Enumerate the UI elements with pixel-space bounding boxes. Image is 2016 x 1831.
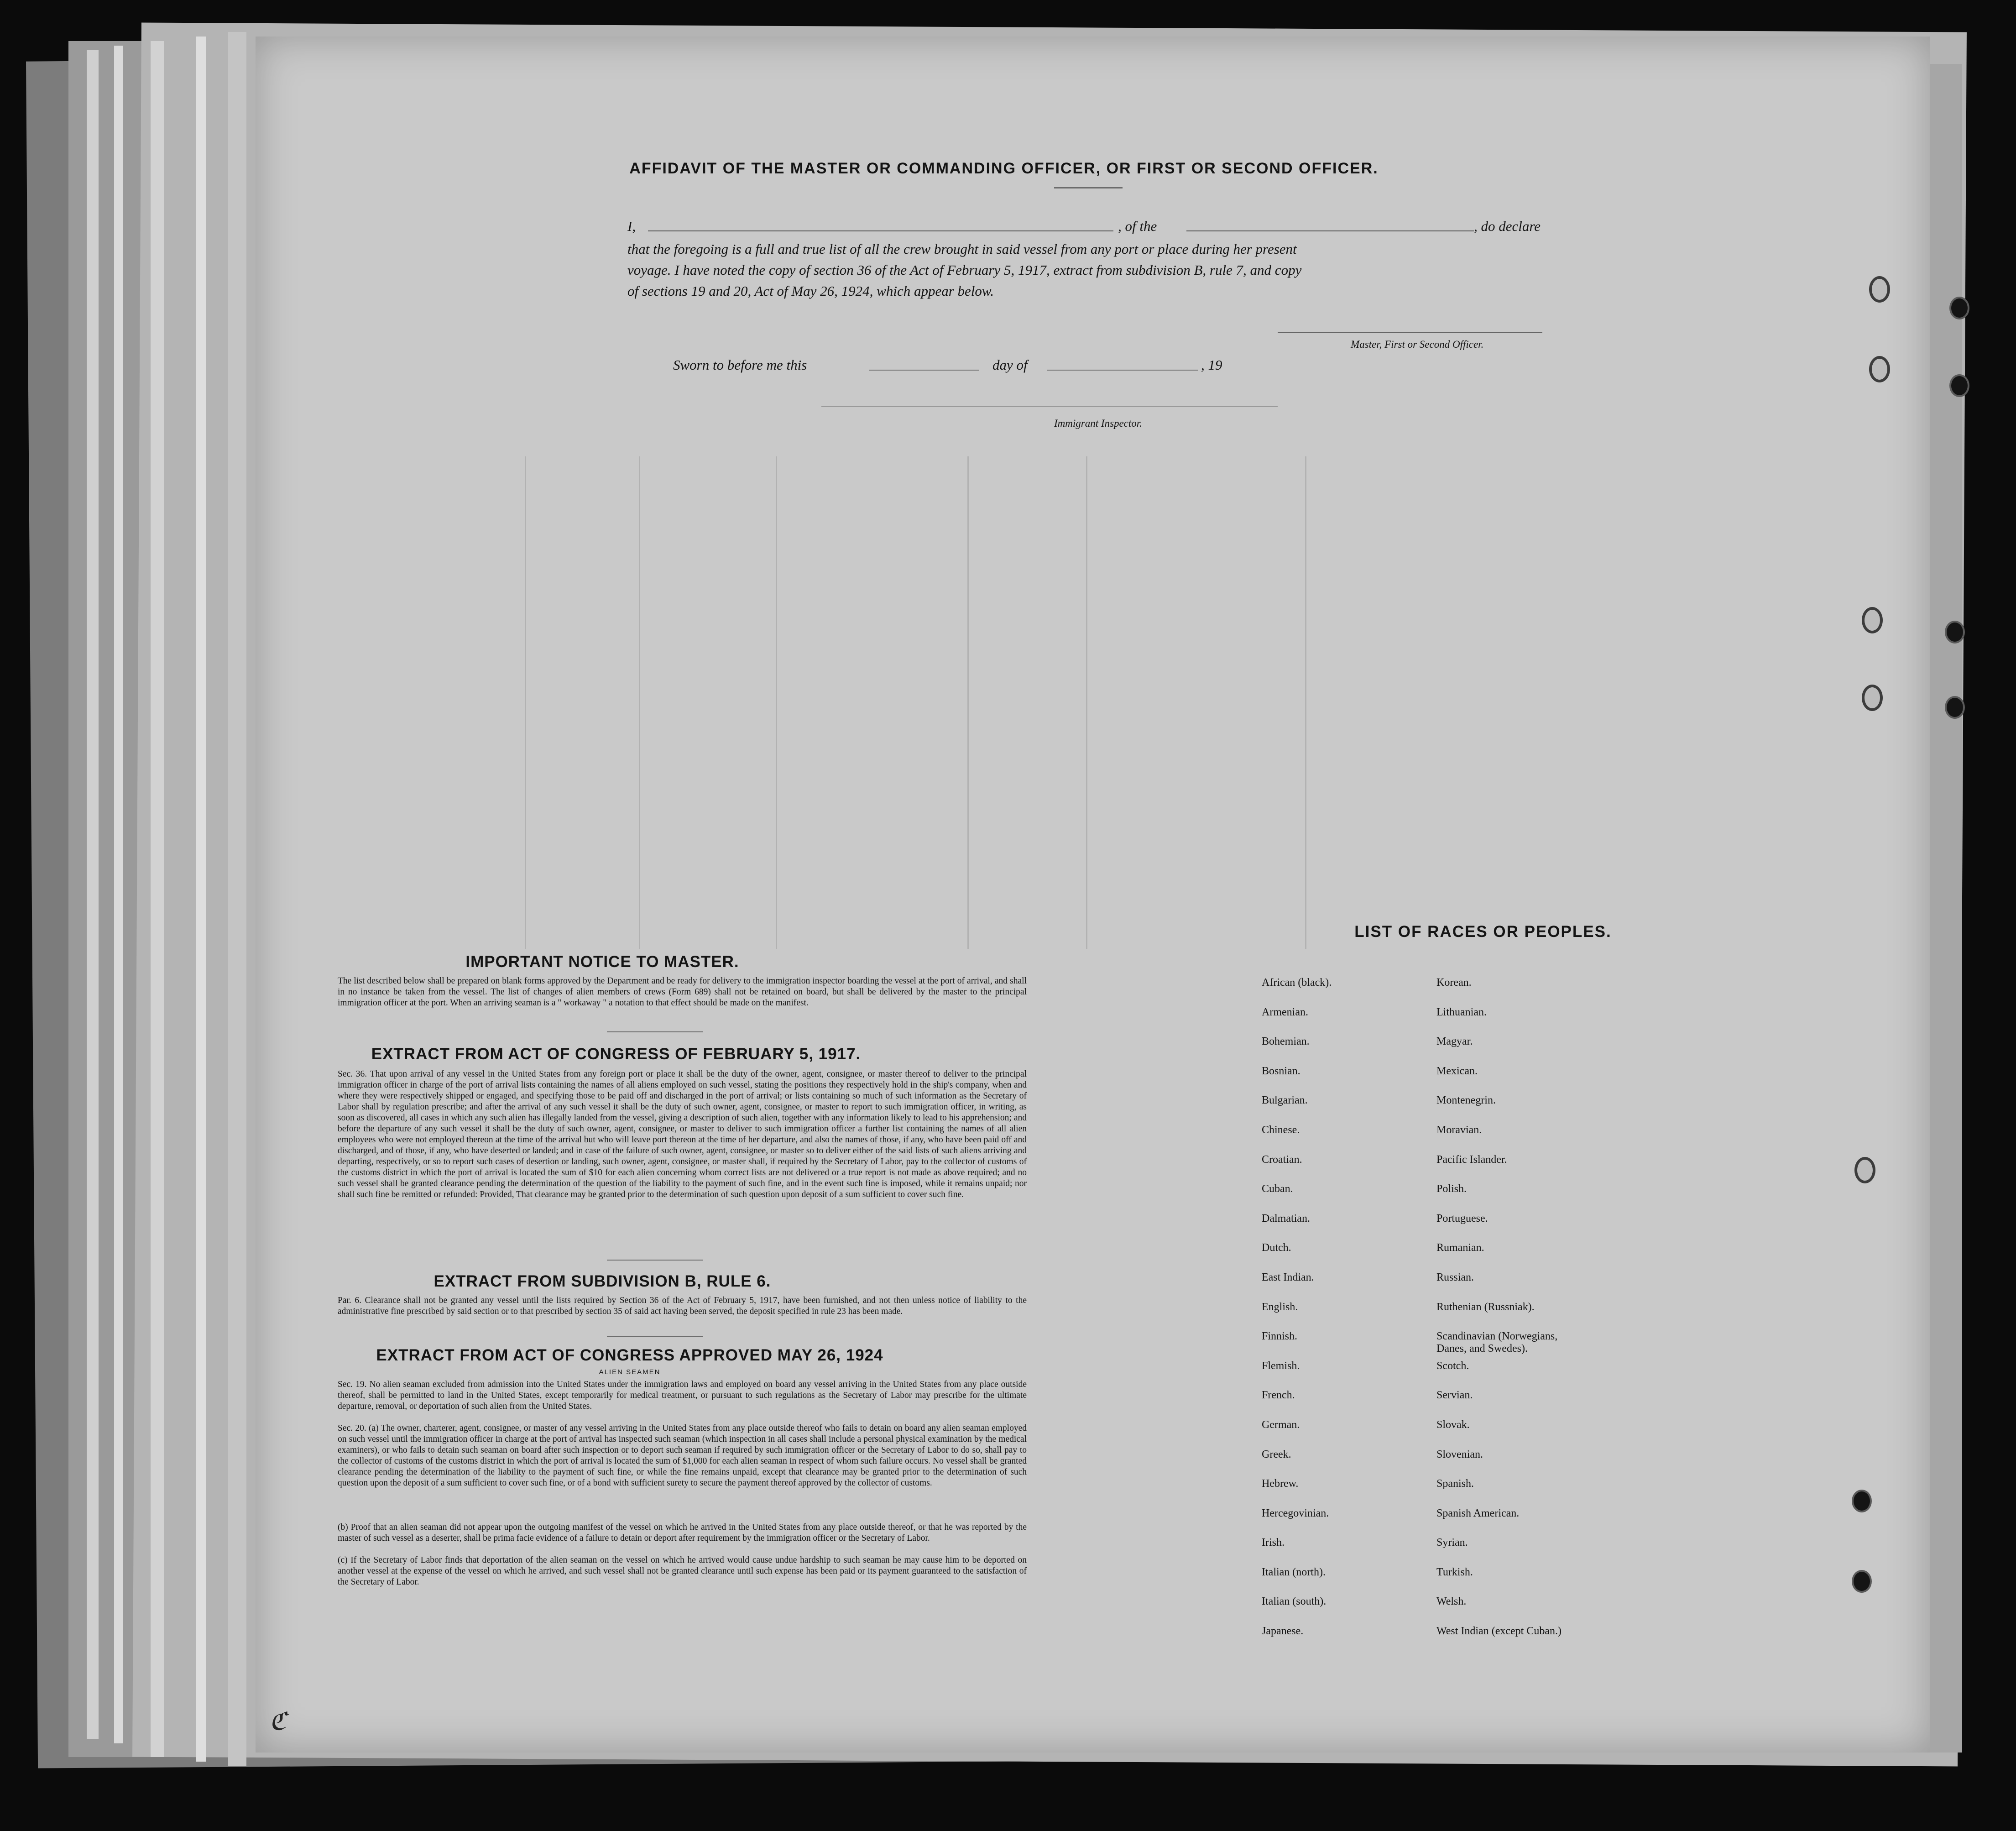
race-item: Slovak. — [1436, 1418, 1470, 1431]
divider — [607, 1260, 703, 1261]
race-item: Dalmatian. — [1262, 1212, 1310, 1224]
punch-hole-icon — [1949, 297, 1969, 319]
race-item: Flemish. — [1262, 1360, 1300, 1372]
affidavit-do-declare: , do declare — [1474, 218, 1541, 234]
page-edge-strip — [228, 32, 246, 1766]
affidavit-title: AFFIDAVIT OF THE MASTER OR COMMANDING OFFICER, OR FIRST OR SECOND OFFICER. — [629, 160, 1379, 177]
punch-ring-icon — [1854, 1157, 1875, 1183]
extract-1924-title: EXTRACT FROM ACT OF CONGRESS APPROVED MAY 26, 1924 — [376, 1346, 883, 1364]
extract-1924-sec19: Sec. 19. No alien seaman excluded from admission into the United States under the immigration laws and employed on board any vessel arriving in the United States from any place outside thereof, shall be permitted to land in the United States, except temporarily for medical treatment, or pursuant to such regulations as the Secretary of Labor may prescribe for the ultimate departure, removal, or deportation of such alien from the United States. — [338, 1380, 1027, 1411]
divider — [607, 1031, 703, 1032]
punch-hole-icon — [1852, 1570, 1872, 1593]
race-item: Croatian. — [1262, 1153, 1302, 1166]
punch-hole-icon — [1852, 1490, 1872, 1512]
race-item: Pacific Islander. — [1436, 1153, 1507, 1166]
divider — [607, 1336, 703, 1337]
blank-line — [1186, 230, 1474, 231]
signature-line — [821, 406, 1278, 407]
race-item: Bosnian. — [1262, 1065, 1300, 1077]
race-item: Turkish. — [1436, 1566, 1473, 1578]
blank-line — [648, 230, 1113, 231]
race-item: West Indian (except Cuban.) — [1436, 1625, 1562, 1637]
affidavit-line: voyage. I have noted the copy of section 36 of the Act of February 5, 1917, extract from subdivision B, rule 7, and copy — [627, 262, 1302, 278]
affidavit-of-the: , of the — [1118, 218, 1157, 234]
extract-1924-sec20c: (c) If the Secretary of Labor finds that deportation of the alien seaman on the vessel on which he arrived would cause undue hardship to such seaman he may cause him to be deported on another vessel at the expense of the vessel on which he arrived, and such vessel shall not be granted clearance until such expense has been paid or its payment guaranteed to the satisfaction of the Secretary of Labor. — [338, 1555, 1027, 1587]
race-item: Magyar. — [1436, 1036, 1473, 1048]
punch-hole-icon — [1945, 621, 1965, 643]
race-item: Spanish. — [1436, 1478, 1474, 1490]
page-edge-strip — [151, 41, 164, 1757]
race-item: Portuguese. — [1436, 1212, 1488, 1224]
year-label: , 19 — [1201, 357, 1222, 373]
punch-ring-icon — [1862, 685, 1883, 711]
extract-1924-sec20b: (b) Proof that an alien seaman did not appear upon the outgoing manifest of the vessel on which he arrived in the United States from any place outside thereof, or that he was reported by the master of such vessel as a deserter, shall be prima facie evidence of a failure to detain or deport after requirement by the immigration officer or the Secretary of Labor. — [338, 1522, 1027, 1543]
affidavit-line: of sections 19 and 20, Act of May 26, 1924, which appear below. — [627, 283, 994, 299]
race-item: Korean. — [1436, 977, 1472, 989]
extract-1917-body: Sec. 36. That upon arrival of any vessel in the United States from any foreign port or place it shall be the duty of the owner, agent, consignee, or master thereof to deliver to the principal immigration officer in charge of the port of arrival lists containing the names of all aliens employed on such vessel, stating the positions they respectively hold in the ship's company, when and where they were respectively shipped or engaged, and specifying those to be paid off and discharged in the port of arrival; or lists containing so much of such information as the Secretary of Labor shall by regulation prescribe; and after the arrival of any such vessel it shall be the duty of such owner, agent, consignee, or master to report to such immigration officer, in writing, as soon as discovered, all cases in which any such alien has illegally landed from the vessel, giving a description of such alien, together with any information likely to lead to his apprehension; and before the departure of any such vessel it shall be the duty of such owner, agent, consignee, or master to deliver to such immigration officer a further list containing the names of all alien employees who were not employed thereon at the time of the arrival but who will leave port thereon at the time of her departure, and also the names of those, if any, who have been paid off and discharged, and of those, if any, who have deserted or landed; and in case of the failure of such owner, agent, consignee, or master so to deliver either of the said lists of such aliens arriving and departing, respectively, or so to report such cases of desertion or landing, such owner, agent, consignee, or master shall, if required by the Secretary of Labor, pay to the collector of customs of the customs district in which the port of arrival is located the sum of $10 for each alien concerning whom correct lists are not delivered or a true report is not made as above required; and no such vessel shall be granted clearance pending the determination of the question of the liability to the payment of such fine, and in the event such fine is imposed, while it remains unpaid; nor shall such fine be remitted or refunded: Provided, That clearance may be granted prior to the determination of such question upon deposit of a sum sufficient to cover such fine. — [338, 1069, 1027, 1199]
race-item: Servian. — [1436, 1389, 1473, 1402]
bleed-through-line — [525, 456, 526, 949]
bleed-through-line — [1305, 456, 1306, 949]
race-item: Scandinavian (Norwegians, Danes, and Swedes). — [1436, 1330, 1558, 1355]
race-item: Spanish American. — [1436, 1507, 1520, 1519]
notice-title: IMPORTANT NOTICE TO MASTER. — [465, 953, 739, 971]
races-title: LIST OF RACES OR PEOPLES. — [1354, 923, 1612, 941]
page-edge-strip — [114, 46, 123, 1743]
extract-rule6-body: Par. 6. Clearance shall not be granted any vessel until the lists required by Section 36 of the Act of February 5, 1917, have been furnished, and not then unless notice of liability to the administrative fine prescribed by said section or to that prescribed by section 35 of said act having been served, the deposit specified in rule 23 has been made. — [338, 1296, 1027, 1316]
race-item: Syrian. — [1436, 1537, 1468, 1549]
race-item: Ruthenian (Russniak). — [1436, 1301, 1535, 1313]
bleed-through-line — [776, 456, 777, 949]
race-item: Dutch. — [1262, 1242, 1291, 1254]
punch-ring-icon — [1869, 276, 1890, 303]
extract-rule6-title: EXTRACT FROM SUBDIVISION B, RULE 6. — [433, 1272, 771, 1290]
race-item: German. — [1262, 1418, 1300, 1431]
race-item: Bulgarian. — [1262, 1094, 1308, 1107]
extract-1924-subtitle: ALIEN SEAMEN — [599, 1368, 661, 1376]
race-item: Chinese. — [1262, 1124, 1300, 1136]
race-item: Armenian. — [1262, 1006, 1308, 1018]
race-item: English. — [1262, 1301, 1298, 1313]
signature-line — [1278, 332, 1542, 333]
blank-line — [869, 370, 979, 371]
race-item: Mexican. — [1436, 1065, 1478, 1077]
race-item: African (black). — [1262, 977, 1332, 989]
race-item: Greek. — [1262, 1448, 1291, 1460]
punch-ring-icon — [1869, 356, 1890, 382]
notice-body: The list described below shall be prepared on blank forms approved by the Department and be ready for delivery to the immigration inspector boarding the vessel at the port of arrival, and shall in no instance be taken from the vessel. The list of changes of alien members of crews (Form 689) shall not be retained on board, but shall be delivered by the master to the principal immigration officer at the port. When an arriving seaman is a " workaway " a notation to that effect should be made on the manifest. — [338, 976, 1027, 1008]
page-edge-strip — [87, 50, 99, 1739]
bleed-through-line — [967, 456, 969, 949]
race-item: Moravian. — [1436, 1124, 1482, 1136]
race-item: East Indian. — [1262, 1271, 1314, 1283]
race-item: Italian (north). — [1262, 1566, 1326, 1578]
race-item: Russian. — [1436, 1271, 1474, 1283]
race-item: Lithuanian. — [1436, 1006, 1487, 1018]
handwritten-mark: ℭ — [269, 1708, 287, 1735]
race-item: Bohemian. — [1262, 1036, 1310, 1048]
race-item: Finnish. — [1262, 1330, 1298, 1343]
affidavit-line: that the foregoing is a full and true list of all the crew brought in said vessel from any port or place during her present — [627, 241, 1297, 257]
race-item: Hebrew. — [1262, 1478, 1299, 1490]
race-item: Cuban. — [1262, 1183, 1293, 1195]
bleed-through-line — [639, 456, 640, 949]
page-edge-strip — [196, 37, 206, 1762]
race-item: Hercegovinian. — [1262, 1507, 1329, 1519]
punch-ring-icon — [1862, 607, 1883, 633]
race-item: French. — [1262, 1389, 1295, 1402]
race-item: Rumanian. — [1436, 1242, 1484, 1254]
master-label: Master, First or Second Officer. — [1351, 339, 1484, 350]
race-item: Welsh. — [1436, 1596, 1467, 1608]
divider — [1054, 187, 1123, 188]
races-left-column — [1262, 977, 1435, 1655]
race-item: Japanese. — [1262, 1625, 1304, 1637]
blank-line — [1047, 370, 1198, 371]
bleed-through-line — [1086, 456, 1087, 949]
races-right-column — [1436, 977, 1692, 1655]
day-of-label: day of — [992, 357, 1028, 373]
extract-1917-title: EXTRACT FROM ACT OF CONGRESS OF FEBRUARY 5, 1917. — [371, 1045, 861, 1063]
race-item: Irish. — [1262, 1537, 1285, 1549]
race-item: Scotch. — [1436, 1360, 1469, 1372]
race-item: Montenegrin. — [1436, 1094, 1496, 1107]
race-item: Slovenian. — [1436, 1448, 1483, 1460]
affidavit-i-label: I, — [627, 218, 636, 234]
race-item: Polish. — [1436, 1183, 1467, 1195]
punch-hole-icon — [1945, 696, 1965, 719]
punch-hole-icon — [1949, 374, 1969, 397]
race-item: Italian (south). — [1262, 1596, 1327, 1608]
inspector-label: Immigrant Inspector. — [1054, 418, 1142, 429]
extract-1924-sec20a: Sec. 20. (a) The owner, charterer, agent, consignee, or master of any vessel arriving in the United States from any place outside thereof who fails to detain on board any alien seaman employed on such vessel until the immigration officer in charge at the port of arrival has inspected such seaman (which inspection in all cases shall include a personal physical examination by the medical examiners), or who fails to detain such seaman on board after such inspection or to deport such seaman if required by such immigration officer or the Secretary of Labor to do so, shall pay to the collector of customs of the customs district in which the port of arrival is located the sum of $1,000 for each alien seaman in respect of whom such failure occurs. No vessel shall be granted clearance pending the determination of the liability to the payment of such fine, or while the fine remains unpaid, except that clearance may be granted prior to the determination of such question upon the deposit of a sum sufficient to cover such fine, or of a bond with sufficient surety to secure the payment thereof approved by the collector of customs. — [338, 1423, 1027, 1488]
sworn-label: Sworn to before me this — [673, 357, 807, 373]
